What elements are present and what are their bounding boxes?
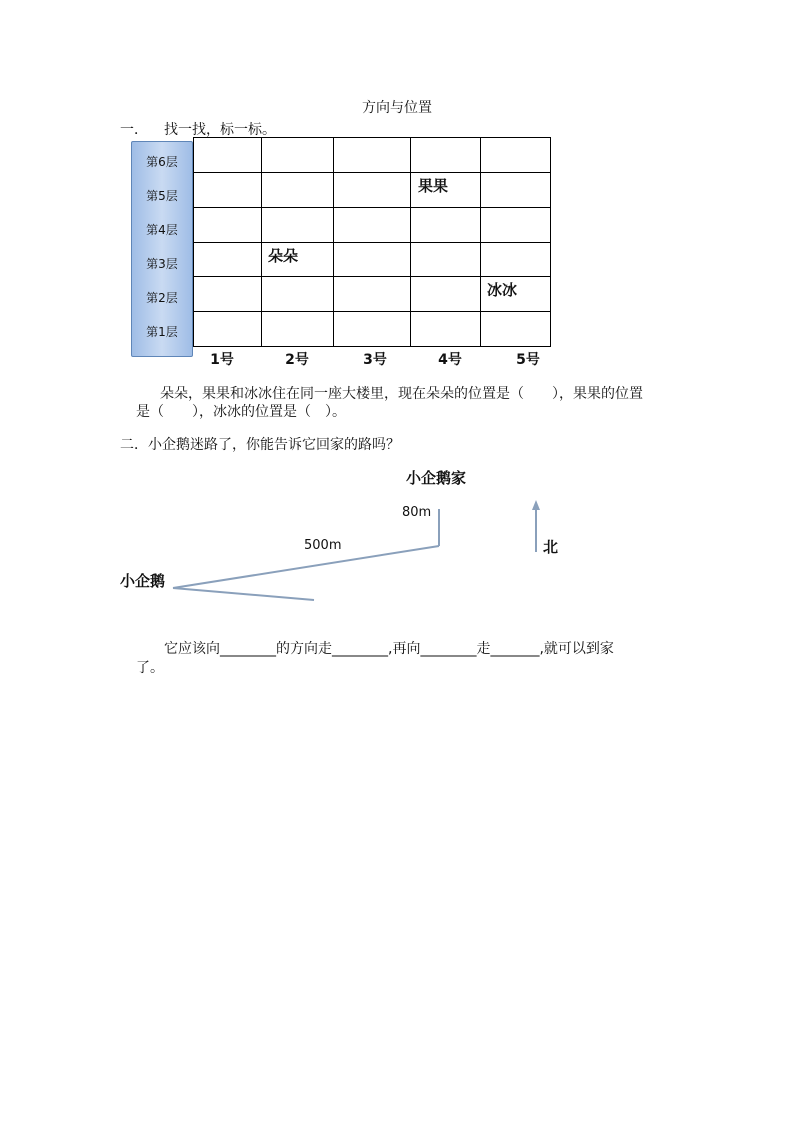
question-1-paragraph-line-2: 是（ ），冰冰的位置是（ ）。 (136, 404, 346, 420)
column-label-5: 5号 (516, 352, 540, 368)
floor-label-2: 第2层 (146, 291, 178, 305)
penguin-home-label: 小企鹅家 (406, 469, 467, 487)
name-duoduo: 朵朵 (268, 247, 299, 265)
question-2-text: 二．小企鹅迷路了，你能告诉它回家的路吗？ (120, 437, 400, 453)
column-label-3: 3号 (363, 352, 387, 368)
question-1-paragraph-line-1: 朵朵，果果和冰冰住在同一座大楼里，现在朵朵的位置是（ ），果果的位置 (160, 386, 643, 402)
north-label: 北 (543, 538, 559, 556)
floor-label-4: 第4层 (146, 223, 178, 237)
floor-label-6: 第6层 (146, 155, 178, 169)
route-segment-500m (173, 546, 439, 588)
name-bingbing: 冰冰 (487, 281, 518, 299)
distance-80m-label: 80m (402, 505, 432, 520)
north-arrow-icon (532, 500, 540, 510)
question-1-number: 一． (120, 122, 148, 138)
question-2-paragraph-line-2: 了。 (136, 660, 164, 676)
floor-label-3: 第3层 (146, 257, 178, 271)
floor-label-1: 第1层 (146, 325, 178, 339)
question-2-paragraph-line-1: 它应该向________的方向走________,再向________走_______,就可以到家 (164, 641, 614, 657)
reference-line (173, 588, 314, 600)
distance-500m-label: 500m (304, 538, 342, 553)
penguin-label: 小企鹅 (120, 572, 166, 590)
floor-label-5: 第5层 (146, 189, 178, 203)
name-guoguo: 果果 (418, 177, 449, 195)
column-label-1: 1号 (210, 352, 234, 368)
column-label-2: 2号 (285, 352, 309, 368)
page-title: 方向与位置 (362, 100, 432, 116)
question-1-text: 找一找，标一标。 (164, 122, 276, 138)
column-label-4: 4号 (438, 352, 462, 368)
